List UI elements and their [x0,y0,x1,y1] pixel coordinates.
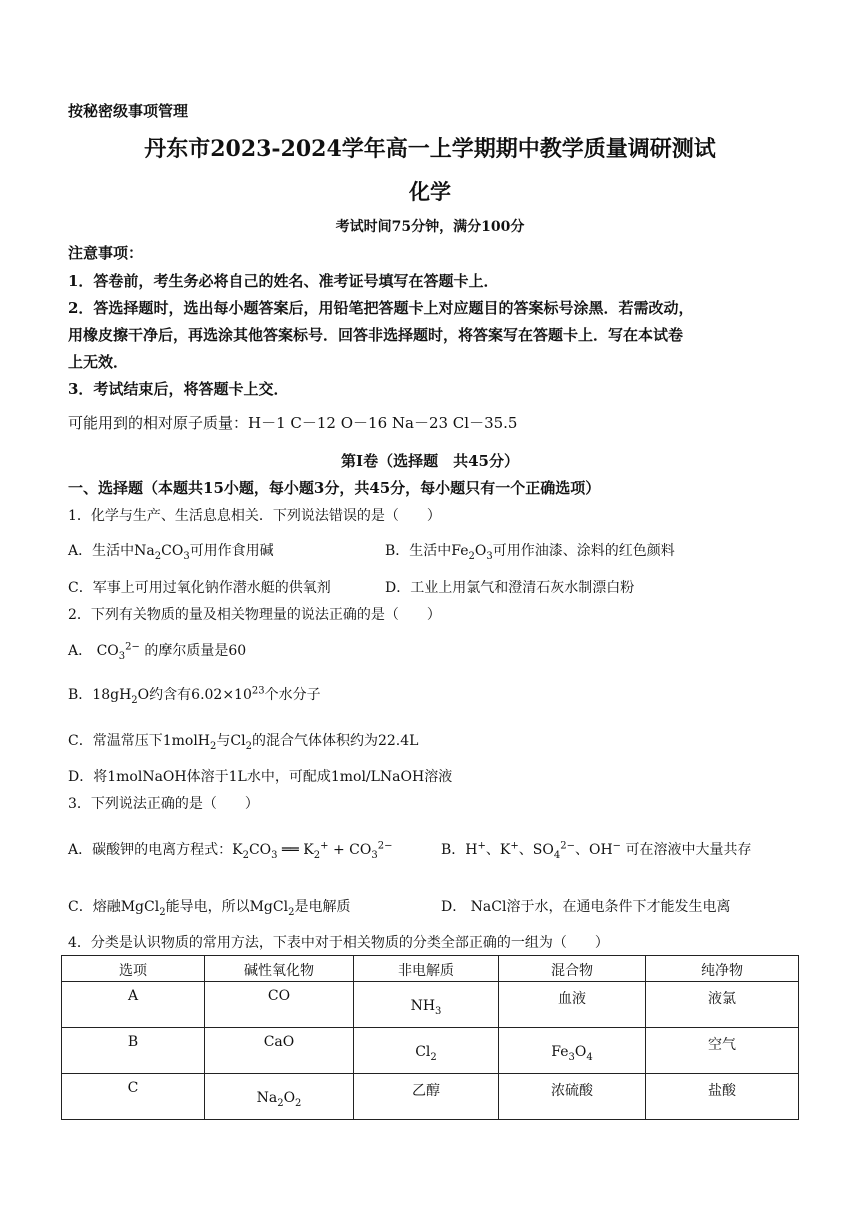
atomic-mass-line: 可能用到的相对原子质量：H－1 C－12 O－16 Na－23 Cl－35.5 [68,414,518,432]
q1-option-b: B．生活中$Fe_2O_3$可用作油漆、涂料的红色颜料 [385,543,675,562]
table-row [62,1074,799,1120]
note-item-2-line-2: 用橡皮擦干净后，再选涂其他答案标号．回答非选择题时，将答案写在答题卡上．写在本试卷 [68,326,684,344]
table-cell: C [62,1074,205,1120]
table-cell: $Fe_3O_4$ [499,1028,646,1074]
table-cell: 液氯 [646,982,799,1028]
note-item-3: 3．考试结束后，将答题卡上交． [68,380,289,398]
table-cell: 浓硫酸 [499,1074,646,1120]
q1-option-a: A．生活中$Na_2CO_3$可用作食用碱 [68,543,274,562]
table-cell: B [62,1028,205,1074]
column-header: 纯净物 [646,956,799,982]
column-header: 碱性氧化物 [205,956,354,982]
table-cell: 空气 [646,1028,799,1074]
table-cell: CO [205,982,354,1028]
table-cell: $NH_3$ [354,982,499,1028]
table-cell: $Na_2O_2$ [205,1074,354,1120]
q2-option-b: B．$18gH_2O$约含有$6.02\times 10^{23}$个水分子 [68,685,321,706]
q1-option-d: D．工业上用氯气和澄清石灰水制漂白粉 [385,580,635,596]
table-cell: 乙醇 [354,1074,499,1120]
q1-stem: 1．化学与生产、生活息息相关．下列说法错误的是（ ） [68,508,441,524]
exam-info: 考试时间75分钟，满分100分 [335,219,525,235]
q2-option-d: D．将1molNaOH体溶于1L水中，可配成1mol/LNaOH溶液 [68,769,453,785]
table-cell: $Cl_2$ [354,1028,499,1074]
q3-option-c: C．熔融MgCl$_2$能导电，所以MgCl$_2$是电解质 [68,899,351,918]
classification-table [61,955,799,1120]
confidential-label: 按秘密级事项管理 [68,102,189,120]
q2-option-c: C．常温常压下1molH$_2$与$Cl_2$的混合气体体积约为22.4L [68,733,419,752]
table-row [62,1028,799,1074]
column-header: 混合物 [499,956,646,982]
subject-title: 化学 [409,179,451,204]
column-header: 选项 [62,956,205,982]
note-item-2-line-1: 2．答选择题时，选出每小题答案后，用铅笔把答题卡上对应题目的答案标号涂黑．若需改动， [68,299,694,317]
table-cell: A [62,982,205,1028]
table-header-row [62,956,799,982]
table-row [62,982,799,1028]
table-cell: CaO [205,1028,354,1074]
q2-stem: 2．下列有关物质的量及相关物理量的说法正确的是（ ） [68,607,441,623]
q3-option-a: A．碳酸钾的电离方程式：$K_2CO_3$ ══ $K_2^+ + CO_3^{2-}$ [68,840,393,861]
q3-option-b: B．H+、K+、$SO_4^{2-}$、OH− 可在溶液中大量共存 [441,840,752,861]
part-title: 一、选择题（本题共15小题，每小题3分，共45分，每小题只有一个正确选项） [68,479,601,497]
notes-heading: 注意事项： [68,244,144,262]
q1-option-c: C．军事上可用过氧化钠作潜水艇的供氧剂 [68,580,331,596]
q3-stem: 3．下列说法正确的是（ ） [68,796,259,812]
q2-option-a: A． $CO_3^{2-}$ 的摩尔质量是60 [68,641,247,662]
table-cell: 血液 [499,982,646,1028]
column-header: 非电解质 [354,956,499,982]
volume-title: 第Ⅰ卷（选择题 共45分） [341,452,519,470]
table-cell: 盐酸 [646,1074,799,1120]
q4-stem: 4．分类是认识物质的常用方法，下表中对于相关物质的分类全部正确的一组为（ ） [68,935,609,951]
exam-title: 丹东市2023-2024学年高一上学期期中教学质量调研测试 [144,136,716,162]
note-item-2-line-3: 上无效． [68,353,129,371]
note-item-1: 1．答卷前，考生务必将自己的姓名、准考证号填写在答题卡上． [68,272,499,290]
q3-option-d: D． NaCl溶于水，在通电条件下才能发生电离 [441,899,731,915]
